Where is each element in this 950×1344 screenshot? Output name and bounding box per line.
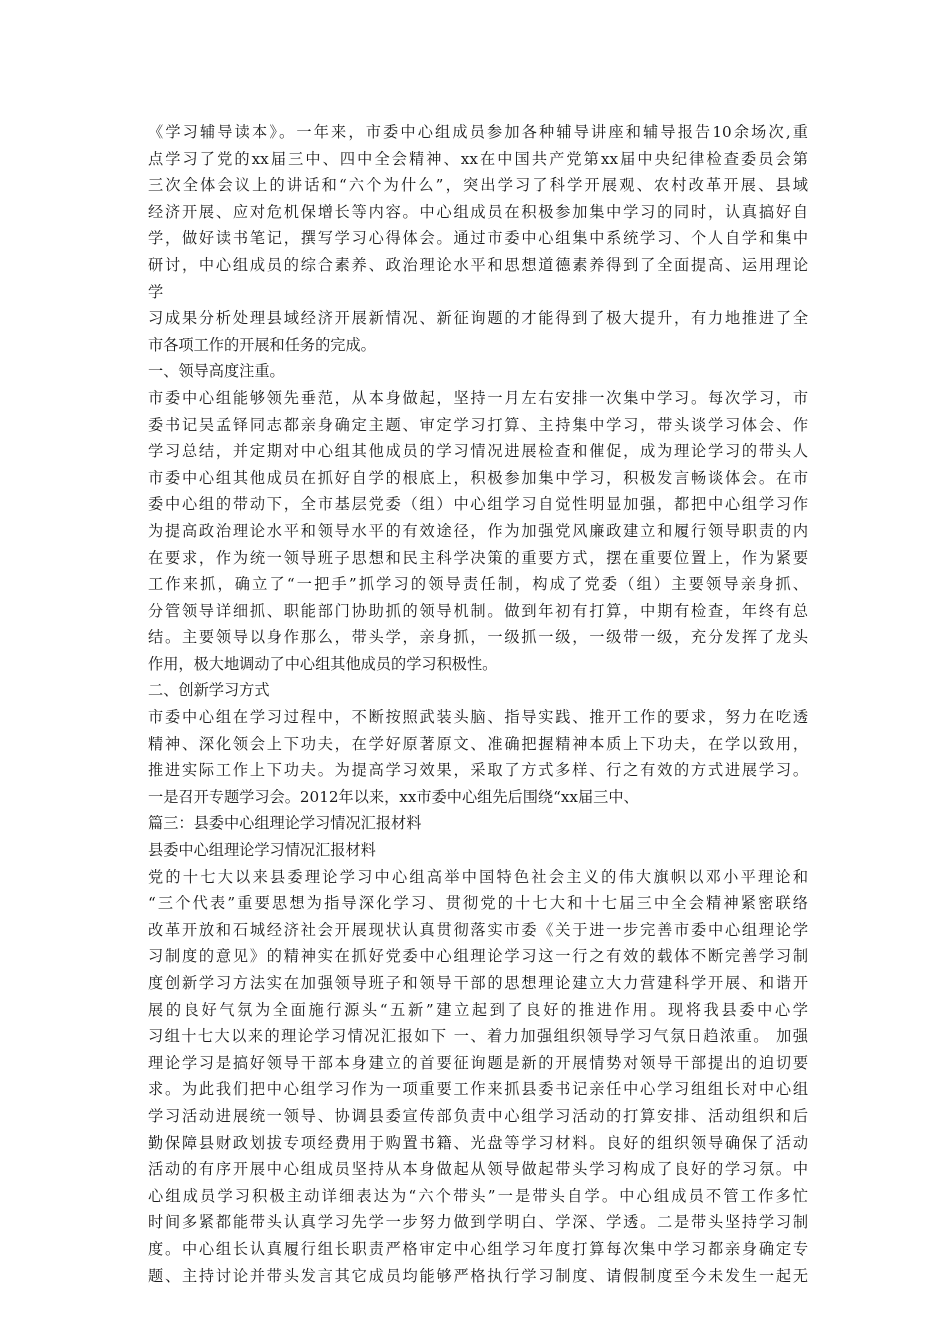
text-line: 改革开放和石城经济社会开展现状认真贯彻落实市委《关于进一步完善市委中心组理论学 [148,920,808,939]
text-line: 作用，极大地调动了中心组其他成员的学习积极性。 [148,654,498,673]
text-line: 市委中心组其他成员在抓好自学的根底上，积极参加集中学习，积极发言畅谈体会。在市 [148,468,808,487]
text-line: 学习总结，并定期对中心组其他成员的学习情况进展检查和催促，成为理论学习的带头人 [148,442,808,461]
text-line: 篇三：县委中心组理论学习情况汇报材料 [148,814,422,833]
text-line: 研讨，中心组成员的综合素养、政治理论水平和思想道德素养得到了全面提高、运用理论 [148,255,808,274]
text-line: 理论学习是搞好领导干部本身建立的首要征询题是新的开展情势对领导干部提出的迫切要 [148,1053,808,1072]
text-line: 习成果分析处理县域经济开展新情况、新征询题的才能得到了极大提升，有力地推进了全 [148,309,808,328]
text-line: 习组十七大以来的理论学习情况汇报如下 一、着力加强组织领导学习气氛日趋浓重。 加强 [148,1027,808,1046]
text-line: 市各项工作的开展和任务的完成。 [148,335,376,354]
text-line: 市委中心组能够领先垂范，从本身做起，坚持一月左右安排一次集中学习。每次学习，市 [148,388,808,407]
text-line: 《学习辅导读本》。一年来，市委中心组成员参加各种辅导讲座和辅导报告10余场次,重 [148,123,808,141]
text-line: 结。主要领导以身作那么，带头学，亲身抓，一级抓一级，一级带一级，充分发挥了龙头 [148,628,808,647]
text-line: 分管领导详细抓、职能部门协助抓的领导机制。做到年初有打算，中期有检查，年终有总 [148,601,808,620]
text-line: 学 [148,282,164,301]
text-line: 一、领导高度注重。 [148,362,285,381]
text-line: “三个代表”重要思想为指导深化学习、贯彻党的十七大和十七届三中全会精神紧密联络 [148,894,808,913]
text-line: 一是召开专题学习会。2012年以来，xx市委中心组先后围绕“xx届三中、 [148,787,639,806]
text-line: 点学习了党的xx届三中、四中全会精神、xx在中国共产党第xx届中央纪律检查委员会第 [148,149,808,168]
text-line: 度。中心组长认真履行组长职责严格审定中心组学习年度打算每次集中学习都亲身确定专 [148,1239,808,1258]
text-line: 委书记吴孟铎同志都亲身确定主题、审定学习打算、主持集中学习，带头谈学习体会、作 [148,415,808,434]
text-line: 求。为此我们把中心组学习作为一项重要工作来抓县委书记亲任中心学习组组长对中心组 [148,1080,808,1099]
text-line: 精神、深化领会上下功夫，在学好原著原文、准确把握精神本质上下功夫，在学以致用， [148,734,808,753]
text-line: 工作来抓，确立了“一把手”抓学习的领导责任制，构成了党委（组）主要领导亲身抓、 [148,575,808,594]
text-line: 经济开展、应对危机保增长等内容。中心组成员在积极参加集中学习的同时，认真搞好自 [148,202,808,221]
text-line: 三次全体会议上的讲话和“六个为什么”，突出学习了科学开展观、农村改革开展、县域 [148,176,808,195]
text-line: 推进实际工作上下功夫。为提高学习效果，采取了方式多样、行之有效的方式进展学习。 [148,761,808,780]
text-line: 在要求，作为统一领导班子思想和民主科学决策的重要方式，摆在重要位置上，作为紧要 [148,548,808,567]
text-line: 学，做好读书笔记，撰写学习心得体会。通过市委中心组集中系统学习、个人自学和集中 [148,229,808,248]
text-line: 委中心组的带动下，全市基层党委（组）中心组学习自觉性明显加强，都把中心组学习作 [148,495,808,514]
document-page [148,119,808,1289]
text-line: 题、主持讨论并带头发言其它成员均能够严格执行学习制度、请假制度至今未发生一起无 [148,1266,808,1285]
text-line: 二、创新学习方式 [148,681,270,700]
text-line: 市委中心组在学习过程中，不断按照武装头脑、指导实践、推开工作的要求，努力在吃透 [148,708,808,727]
text-line: 时间多紧都能带头认真学习先学一步努力做到学明白、学深、学透。二是带头坚持学习制 [148,1213,808,1232]
text-line: 勤保障县财政划拔专项经费用于购置书籍、光盘等学习材料。良好的组织领导确保了活动 [148,1133,808,1152]
text-line: 县委中心组理论学习情况汇报材料 [148,841,376,860]
text-line: 展的良好气氛为全面施行源头“五新”建立起到了良好的推进作用。现将我县委中心学 [148,1000,808,1019]
text-line: 党的十七大以来县委理论学习中心组高举中国特色社会主义的伟大旗帜以邓小平理论和 [148,867,808,886]
text-line: 度创新学习方法实在加强领导班子和领导干部的思想理论建立大力营建科学开展、和谐开 [148,974,808,992]
text-line: 心组成员学习积极主动详细表达为“六个带头”一是带头自学。中心组成员不管工作多忙 [148,1186,808,1205]
text-line: 活动的有序开展中心组成员坚持从本身做起从领导做起带头学习构成了良好的学习氛。中 [148,1160,808,1179]
text-line: 习制度的意见》的精神实在抓好党委中心组理论学习这一行之有效的载体不断完善学习制 [148,947,808,966]
text-line: 学习活动进展统一领导、协调县委宣传部负责中心组学习活动的打算安排、活动组织和后 [148,1106,808,1125]
text-line: 为提高政治理论水平和领导水平的有效途径，作为加强党风廉政建立和履行领导职责的内 [148,521,808,540]
